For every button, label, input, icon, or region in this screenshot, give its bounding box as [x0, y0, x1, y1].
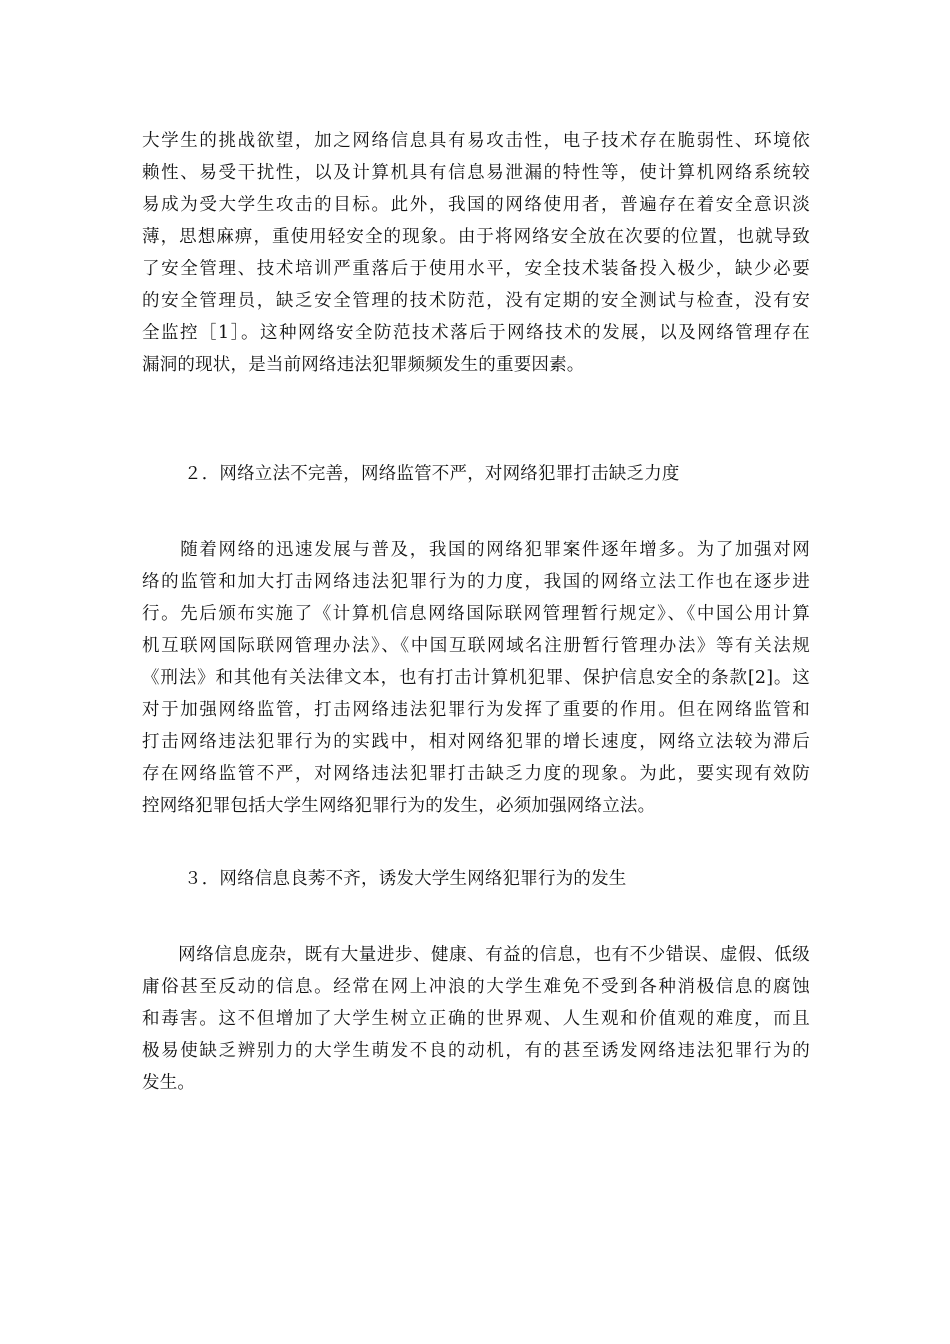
text-line: 赖性、易受干扰性，以及计算机具有信息易泄漏的特性等，使计算机网络系统较: [142, 163, 810, 183]
text-line: 控网络犯罪包括大学生网络犯罪行为的发生，必须加强网络立法。: [142, 796, 656, 816]
text-line: 极易使缺乏辨别力的大学生萌发不良的动机，有的甚至诱发网络违法犯罪行为的: [142, 1041, 810, 1061]
text-line: 打击网络违法犯罪行为的实践中，相对网络犯罪的增长速度，网络立法较为滞后: [142, 732, 810, 752]
section-heading-3: ３．网络信息良莠不齐，诱发大学生网络犯罪行为的发生: [184, 869, 627, 889]
text-line: 存在网络监管不严，对网络违法犯罪打击缺乏力度的现象。为此，要实现有效防: [142, 764, 810, 784]
text-line: 《刑法》和其他有关法律文本，也有打击计算机犯罪、保护信息安全的条款[2]。这: [142, 668, 810, 688]
section-heading-2: ２．网络立法不完善，网络监管不严，对网络犯罪打击缺乏力度: [184, 464, 680, 484]
text-line: 行。先后颁布实施了《计算机信息网络国际联网管理暂行规定》、《中国公用计算: [142, 604, 810, 624]
paragraph-3: [142, 939, 810, 1099]
paragraph-1: [142, 125, 810, 381]
text-line: 易成为受大学生攻击的目标。此外，我国的网络使用者，普遍存在着安全意识淡: [142, 195, 810, 215]
paragraph-2: [142, 534, 810, 822]
text-line: 网络信息庞杂，既有大量进步、健康、有益的信息，也有不少错误、虚假、低级: [142, 945, 810, 965]
text-line: 机互联网国际联网管理办法》、《中国互联网域名注册暂行管理办法》等有关法规: [142, 636, 810, 656]
text-line: 随着网络的迅速发展与普及，我国的网络犯罪案件逐年增多。为了加强对网: [142, 540, 810, 560]
text-line: 的安全管理员，缺乏安全管理的技术防范，没有定期的安全测试与检查，没有安: [142, 291, 810, 311]
text-line: 对于加强网络监管，打击网络违法犯罪行为发挥了重要的作用。但在网络监管和: [142, 700, 810, 720]
text-line: 大学生的挑战欲望，加之网络信息具有易攻击性，电子技术存在脆弱性、环境依: [142, 131, 810, 151]
text-line: 和毒害。这不但增加了大学生树立正确的世界观、人生观和价值观的难度，而且: [142, 1009, 810, 1029]
text-line: 庸俗甚至反动的信息。经常在网上冲浪的大学生难免不受到各种消极信息的腐蚀: [142, 977, 810, 997]
text-line: 全监控［1］。这种网络安全防范技术落后于网络技术的发展，以及网络管理存在: [142, 323, 810, 343]
text-line: 发生。: [142, 1073, 196, 1093]
text-line: 络的监管和加大打击网络违法犯罪行为的力度，我国的网络立法工作也在逐步进: [142, 572, 810, 592]
text-line: 漏洞的现状，是当前网络违法犯罪频频发生的重要因素。: [142, 355, 585, 375]
text-line: 了安全管理、技术培训严重落后于使用水平，安全技术装备投入极少，缺少必要: [142, 259, 810, 279]
text-line: 薄，思想麻痹，重使用轻安全的现象。由于将网络安全放在次要的位置，也就导致: [142, 227, 810, 247]
